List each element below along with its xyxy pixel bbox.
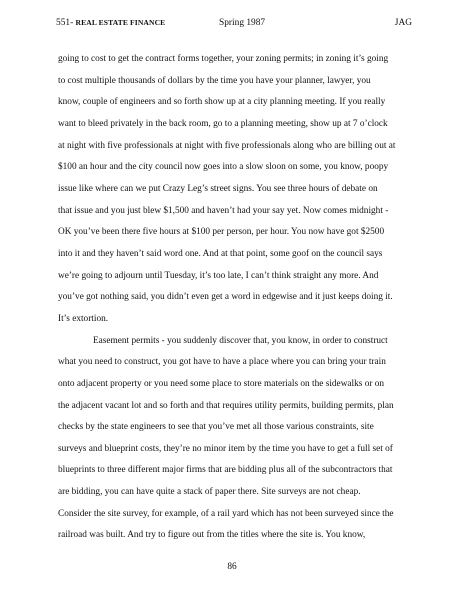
paragraph-1 bbox=[58, 49, 418, 331]
transcript-body bbox=[58, 49, 418, 547]
text-line: blueprints to three different major firms that are bidding plus all of the subcontractors that bbox=[58, 465, 393, 476]
text-line: going to cost to get the contract forms together, your zoning permits; in zoning it’s going bbox=[58, 54, 389, 64]
text-line: $100 an hour and the city council now goes into a slow sloon on some, you know, poopy bbox=[58, 162, 389, 173]
text-line: Consider the site survey, for example, of a rail yard which has not been surveyed since the bbox=[58, 508, 394, 519]
running-header bbox=[56, 18, 412, 32]
text-line: checks by the state engineers to see that you’ve met all those various constraints, site bbox=[58, 422, 374, 433]
text-line: want to bleed privately in the back room, go to a planning meeting, show up at 7 o’clock bbox=[58, 118, 388, 129]
header-course bbox=[56, 18, 165, 28]
page-number: 86 bbox=[227, 562, 237, 572]
header-initials: JAG bbox=[394, 18, 412, 28]
text-line: surveys and blueprint costs, they’re no minor item by the time you have to get a full set of bbox=[58, 443, 393, 454]
text-line: you’ve got nothing said, you didn’t even get a word in edgewise and it just keeps doing it. bbox=[58, 292, 393, 303]
text-line: what you need to construct, you got have to have a place where you can bring your train bbox=[58, 357, 386, 368]
text-line: onto adjacent property or you need some place to store materials on the sidewalks or on bbox=[58, 378, 385, 389]
text-line: into it and they haven’t said word one. And at that point, some goof on the council says bbox=[58, 248, 383, 259]
text-line: OK you’ve been there five hours at $100 per person, per hour. You now have got $2500 bbox=[58, 227, 385, 238]
text-line: that issue and you just blew $1,500 and haven’t had your say yet. Now comes midnight - bbox=[58, 205, 389, 216]
text-line: to cost multiple thousands of dollars by the time you have your planner, lawyer, you bbox=[58, 75, 371, 86]
text-line: It’s extortion. bbox=[58, 313, 109, 324]
text-line: railroad was built. And try to figure out from the titles where the site is. You know, bbox=[58, 530, 366, 541]
text-line: the adjacent vacant lot and so forth and that requires utility permits, building permits, plan bbox=[58, 400, 394, 411]
paragraph-2 bbox=[58, 331, 418, 548]
course-title: REAL ESTATE FINANCE bbox=[75, 18, 166, 27]
header-term: Spring 1987 bbox=[219, 18, 266, 28]
text-line: we’re going to adjourn until Tuesday, it’s too late, I can’t think straight any more. And bbox=[58, 270, 379, 281]
text-line: are bidding, you can have quite a stack of paper there. Site surveys are not cheap. bbox=[58, 487, 361, 498]
text-line: issue like where can we put Crazy Leg’s street signs. You see three hours of debate on bbox=[58, 183, 378, 194]
course-number: 551- bbox=[56, 18, 74, 28]
text-line: know, couple of engineers and so forth show up at a city planning meeting. If you really bbox=[58, 97, 386, 108]
text-line: at night with five professionals at night with five professionals along who are billing out at bbox=[58, 140, 396, 151]
text-line: Easement permits - you suddenly discover that, you know, in order to construct bbox=[93, 335, 388, 346]
